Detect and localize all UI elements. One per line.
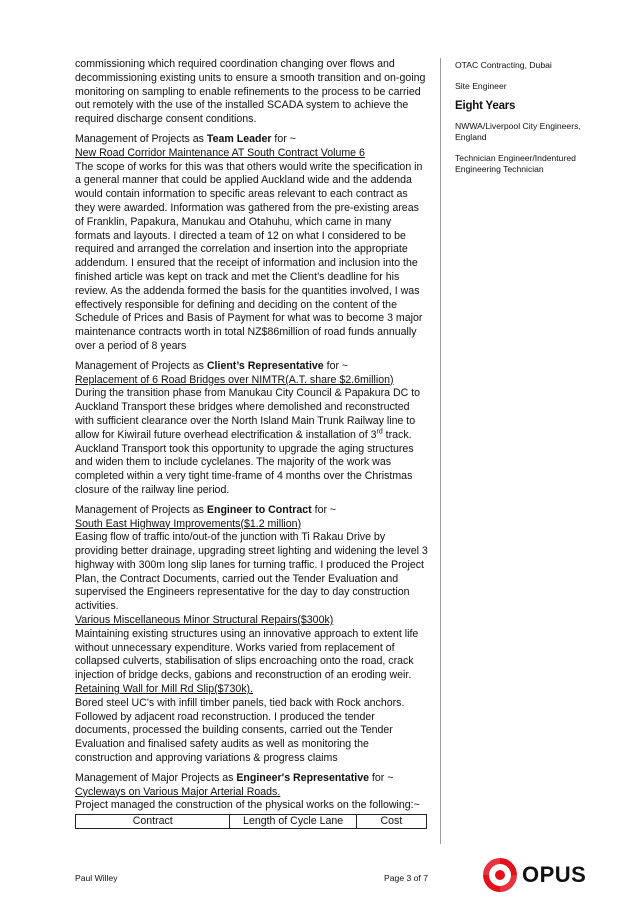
- project-description: Maintaining existing structures using an innovative approach to extent life without unnecessary expenditure. Works varied from replacement of collapsed culverts, stabilisation of slips encroaching onto the road, crack injection of bridge decks, gabions and reconstruction of an eroding weir.: [75, 627, 419, 682]
- column-divider: [440, 58, 441, 844]
- project-title: Cycleways on Various Major Arterial Roads.: [75, 785, 281, 798]
- project-description: Bored steel UC's with infill timber panels, tied back with Rock anchors. Followed by adjacent road reconstruction. I produced the tender documents, processed the building consents, carried out the Tender Evaluation and finalised safety audits as well as monitoring the construction and approving variations & progress claims: [75, 696, 405, 765]
- opus-logo: [480, 856, 600, 894]
- section-engineers-rep-heading: Management of Major Projects as Engineer's Representative for ~: [75, 771, 394, 784]
- opus-logo-icon: [480, 856, 520, 894]
- project-description: Project managed the construction of the physical works on the following:~: [75, 799, 420, 812]
- opus-logo-wordmark: OPUS: [522, 862, 587, 887]
- header-contract: Contract: [76, 815, 230, 829]
- project-title: Retaining Wall for Mill Rd Slip($730k).: [75, 683, 253, 696]
- sidebar-employer: NWWA/Liverpool City Engineers, England: [455, 120, 581, 142]
- cycle-lane-table: [75, 814, 427, 829]
- role-engineer-to-contract: Engineer to Contract: [206, 503, 312, 516]
- sidebar: [455, 60, 595, 185]
- project-description: Easing flow of traffic into/out-of the junction with Ti Rakau Drive by providing better drainage, upgrading street lighting and widening the level 3 highway with 300m long slip lanes for turning traffic. I produced the Project Plan, the Contract Documents, carried out the Tender Evaluation and supervised the Engineers representative for the day to day construction activities.: [75, 531, 428, 613]
- project-title: Replacement of 6 Road Bridges over NIMTR(A.T. share $2.6million): [75, 373, 394, 386]
- section-client-rep-heading: Management of Projects as Client’s Representative for ~: [75, 359, 349, 372]
- project-description: The scope of works for this was that others would write the specification in a general manner that could be applied Auckland wide and the addenda would contain information to specific areas relevant to each contract as they were awarded. Information was gathered from the pre-existing areas of Franklin, Papakura, Manukau and Otahuhu, which came in many formats and layouts. I directed a team of 12 on what I considered to be required and arranged the correlation and insertion into the appropriate addendum. I ensured that the receipt of information and inclusion into the finished article was kept on track and met the Client’s deadline for his review. As the addenda formed the basis for the quantities involved, I was effectively responsible for defining and deciding on the content of the Schedule of Prices and Basis of Payment for what was to become 3 major maintenance contracts worth in total NZ$86million of road funds annually over a period of 8 years: [75, 160, 423, 352]
- sidebar-role: Technician Engineer/Indentured Engineering Technician: [455, 152, 576, 174]
- header-length: Length of Cycle Lane: [230, 815, 356, 829]
- footer-page-number: Page 3 of 7: [384, 873, 428, 883]
- header-cost: Cost: [356, 815, 426, 829]
- footer-author: Paul Willey: [75, 873, 118, 883]
- main-column: [75, 58, 428, 829]
- project-description: During the transition phase from Manukau City Council & Papakura DC to Auckland Transport these bridges where demolished and reconstructed with sufficient clearance over the North Island Main Trunk Railway line to allow for Kiwirail future overhead electrification & installation of 3rd track. Auckland Transport took this opportunity to upgrade the aging structures and widen them to include cyclelanes. The majority of the work was completed within a very tight time-frame of 4 months over the Christmas closure of the railway line period.: [75, 387, 421, 496]
- intro-paragraph: commissioning which required coordination changing over flows and decommissioning existing units to ensure a smooth transition and on-going monitoring on sampling to enable refinements to the process to be carried out remotely with the use of the installed SCADA system to achieve the required discharge consent conditions.: [75, 58, 426, 126]
- table-header-row: [76, 815, 427, 829]
- sidebar-employer: OTAC Contracting, Dubai: [455, 60, 552, 70]
- section-team-leader-heading: Management of Projects as Team Leader for ~: [75, 132, 296, 145]
- project-title: New Road Corridor Maintenance AT South Contract Volume 6: [75, 146, 365, 159]
- project-title: Various Miscellaneous Minor Structural Repairs($300k): [75, 614, 334, 627]
- sidebar-role: Site Engineer: [455, 80, 507, 91]
- role-client-representative: Client’s Representative: [206, 359, 324, 372]
- sidebar-years: Eight Years: [455, 100, 516, 112]
- project-title: South East Highway Improvements($1.2 million): [75, 517, 302, 530]
- section-engineer-to-contract-heading: Management of Projects as Engineer to Contract for ~: [75, 503, 337, 516]
- role-team-leader: Team Leader: [206, 132, 272, 145]
- role-engineers-representative: Engineer's Representative: [236, 771, 369, 784]
